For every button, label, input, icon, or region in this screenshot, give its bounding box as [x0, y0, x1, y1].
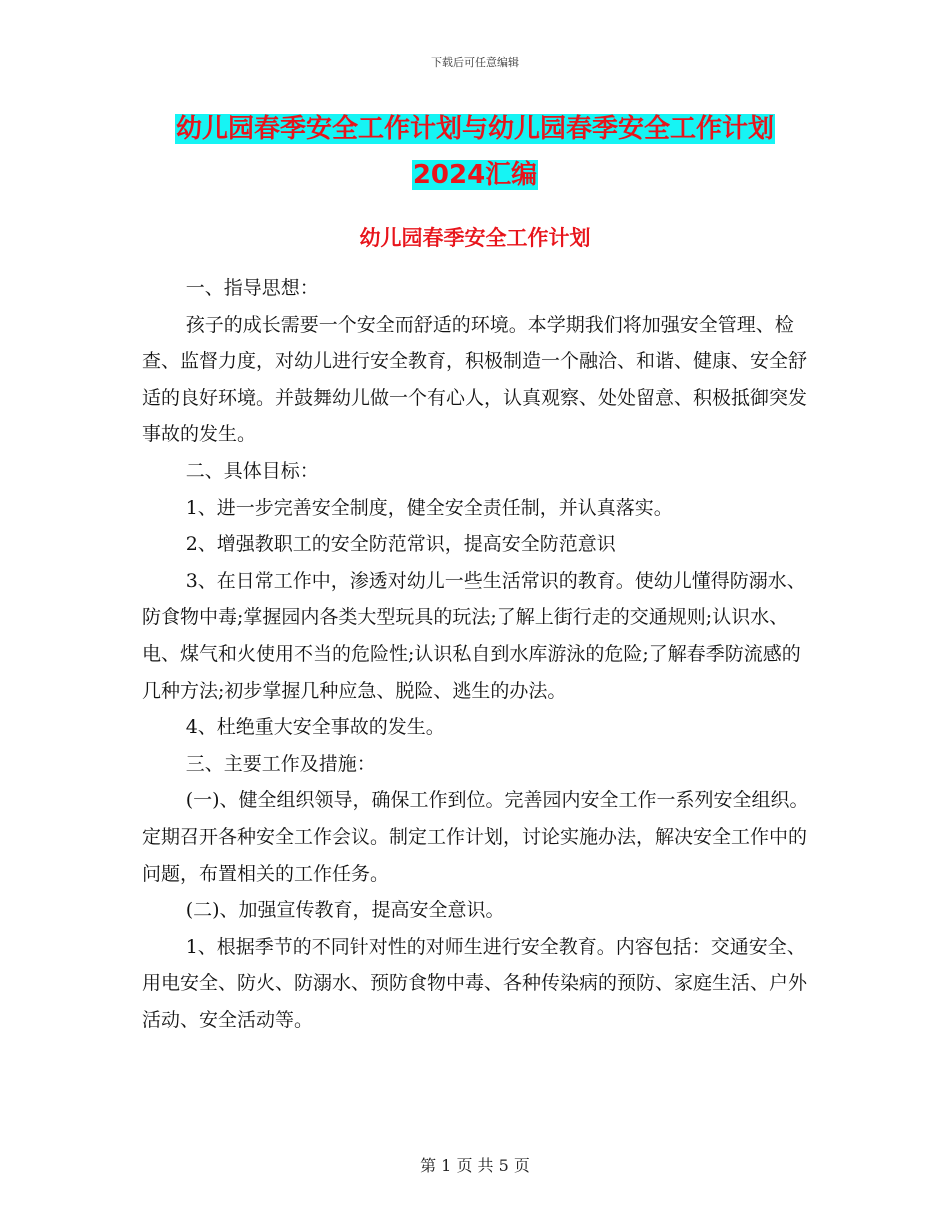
paragraph: 3、在日常工作中，渗透对幼儿一些生活常识的教育。使幼儿懂得防溺水、防食物中毒;掌握园内各类大型玩具的玩法;了解上街行走的交通规则;认识水、电、煤气和火使用不当的危险性;认识私自到水库游泳的危险;了解春季防流感的几种方法;初步掌握几种应急、脱险、逃生的办法。 [142, 569, 806, 702]
section-title: 幼儿园春季安全工作计划 [359, 226, 591, 250]
paragraph: 4、杜绝重大安全事故的发生。 [185, 716, 445, 739]
document-body [142, 270, 810, 1038]
paragraph: (二)、加强宣传教育，提高安全意识。 [185, 899, 505, 922]
heading-guiding-thought: 一、指导思想： [185, 277, 319, 299]
title-highlight: 2024汇编 [412, 160, 538, 190]
document-title-line-1 [0, 110, 950, 148]
title-highlight: 幼儿园春季安全工作计划与幼儿园春季安全工作计划 [175, 114, 774, 144]
paragraph: 孩子的成长需要一个安全而舒适的环境。本学期我们将加强安全管理、检查、监督力度，对幼儿进行安全教育，积极制造一个融洽、和谐、健康、安全舒适的良好环境。并鼓舞幼儿做一个有心人，认真观察、处处留意、积极抵御突发事故的发生。 [142, 313, 808, 446]
page-footer: 第 1 页 共 5 页 [420, 1156, 530, 1175]
paragraph: 1、进一步完善安全制度，健全安全责任制，并认真落实。 [185, 496, 673, 519]
paragraph: 2、增强教职工的安全防范常识，提高安全防范意识 [185, 533, 616, 556]
heading-main-measures: 三、主要工作及措施： [185, 752, 376, 775]
header-note: 下载后可任意编辑 [431, 56, 519, 69]
heading-specific-goals: 二、具体目标： [185, 459, 319, 482]
paragraph: (一)、健全组织领导，确保工作到位。完善园内安全工作一系列安全组织。定期召开各种安全工作会议。制定工作计划，讨论实施办法，解决安全工作中的问题，布置相关的工作任务。 [142, 789, 809, 885]
paragraph: 1、根据季节的不同针对性的对师生进行安全教育。内容包括：交通安全、用电安全、防火、防溺水、预防食物中毒、各种传染病的预防、家庭生活、户外活动、安全活动等。 [142, 935, 808, 1031]
document-title-line-2 [0, 156, 950, 194]
